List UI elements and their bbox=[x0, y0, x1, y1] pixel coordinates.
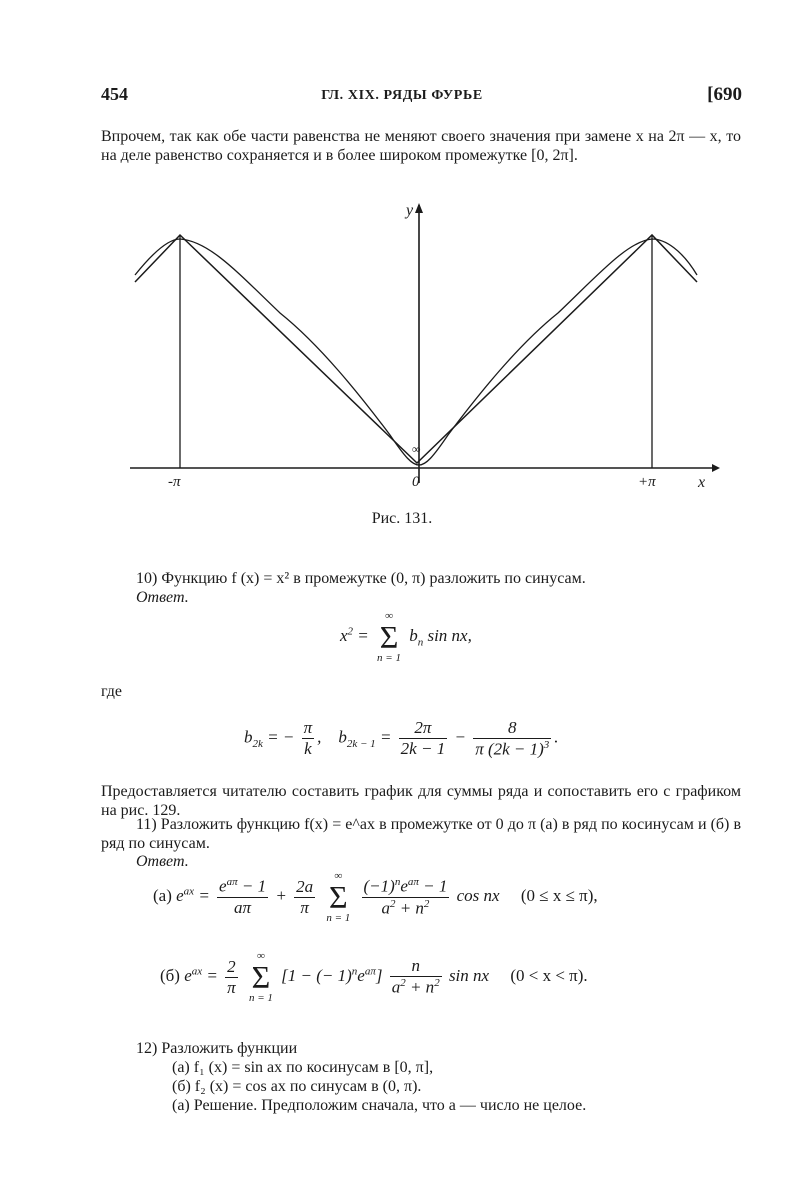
running-title: ГЛ. XIX. РЯДЫ ФУРЬЕ bbox=[321, 88, 483, 103]
x-axis-label: x bbox=[698, 474, 706, 491]
equation-b-coefficients: $b_{2k}$ = − $\frac{\pi}{k}$ , $b_{2k - 1}$ = $\frac{2\pi}{2k - 1}$ − $\frac{8}{\pi (2k - 1)^3}$ . bbox=[244, 718, 559, 759]
x-axis-arrow-icon bbox=[712, 464, 720, 472]
sum-lower-limit: n = 1 bbox=[377, 652, 401, 664]
item-11-text: 11) Разложить функцию f(x) = e^ax в промежутке от 0 до π (а) в ряд по косинусам и (б) в ряд по синусам. bbox=[101, 816, 741, 852]
figure-131 bbox=[120, 195, 720, 500]
section-number: [690 bbox=[707, 84, 742, 105]
y-axis-arrow-icon bbox=[415, 203, 423, 213]
item-12-solution: (а) Решение. Предположим сначала, что a — число не целое. bbox=[172, 1097, 587, 1114]
item-11-answer-label: Ответ. bbox=[136, 853, 189, 870]
equation-11b: (б) $e^{ax}$ = $\frac{2}{\pi}$ ∞ Σ n = 1 [1 − (− $1)^ne^{a\pi}$] $\frac{n}{a^2 + n^2}$ sin nx (0 < x < π). bbox=[160, 950, 588, 1004]
equation-11a: (а) $e^{ax}$ = $\frac{e^{a\pi} - 1}{a\pi}$ + $\frac{2a}{\pi}$ ∞ Σ n = 1 $\frac{(-1)^ne^{a\pi} - 1}{a^2 + n^2}$ cos nx (0 ≤ x ≤ π), bbox=[153, 870, 598, 924]
readers-note-paragraph: Предоставляется читателю составить график для суммы ряда и сопоставить его с графиком на рис. 129. bbox=[101, 783, 741, 819]
y-axis-label: y bbox=[406, 202, 414, 219]
condition-11a: (0 ≤ x ≤ π), bbox=[520, 885, 598, 905]
item-12-title: 12) Разложить функции bbox=[136, 1040, 298, 1057]
intro-paragraph: Впрочем, так как обе части равенства не меняют своего значения при замене x на 2π — x, то на деле равенство сохраняется и в более широком промежутке [0, 2π]. bbox=[101, 128, 741, 164]
tick-label-minus-pi: -π bbox=[168, 474, 181, 490]
condition-11b: (0 < x < π). bbox=[510, 965, 588, 985]
zero-infinity-mark: ∞ bbox=[412, 442, 421, 456]
item-10-answer-label: Ответ. bbox=[136, 589, 189, 606]
tick-label-zero: 0 bbox=[412, 474, 420, 490]
equation-x-squared: $x^2$ = ∞ Σ n = 1 $b_n$ sin nx, bbox=[340, 610, 472, 664]
item-10-text: 10) Функцию f (x) = x² в промежутке (0, π) разложить по синусам. bbox=[136, 570, 586, 587]
where-word: где bbox=[101, 683, 123, 700]
figure-caption: Рис. 131. bbox=[371, 510, 433, 527]
sum-upper-limit: ∞ bbox=[385, 610, 393, 622]
tick-label-plus-pi: +π bbox=[638, 474, 656, 490]
item-12b: (б) f₂ (x) = cos ax по синусам в (0, π). bbox=[172, 1078, 422, 1095]
item-12a: (а) f₁ (x) = sin ax по косинусам в [0, π], bbox=[172, 1059, 434, 1076]
page-number: 454 bbox=[101, 84, 128, 104]
abs-x-curve bbox=[135, 235, 697, 463]
